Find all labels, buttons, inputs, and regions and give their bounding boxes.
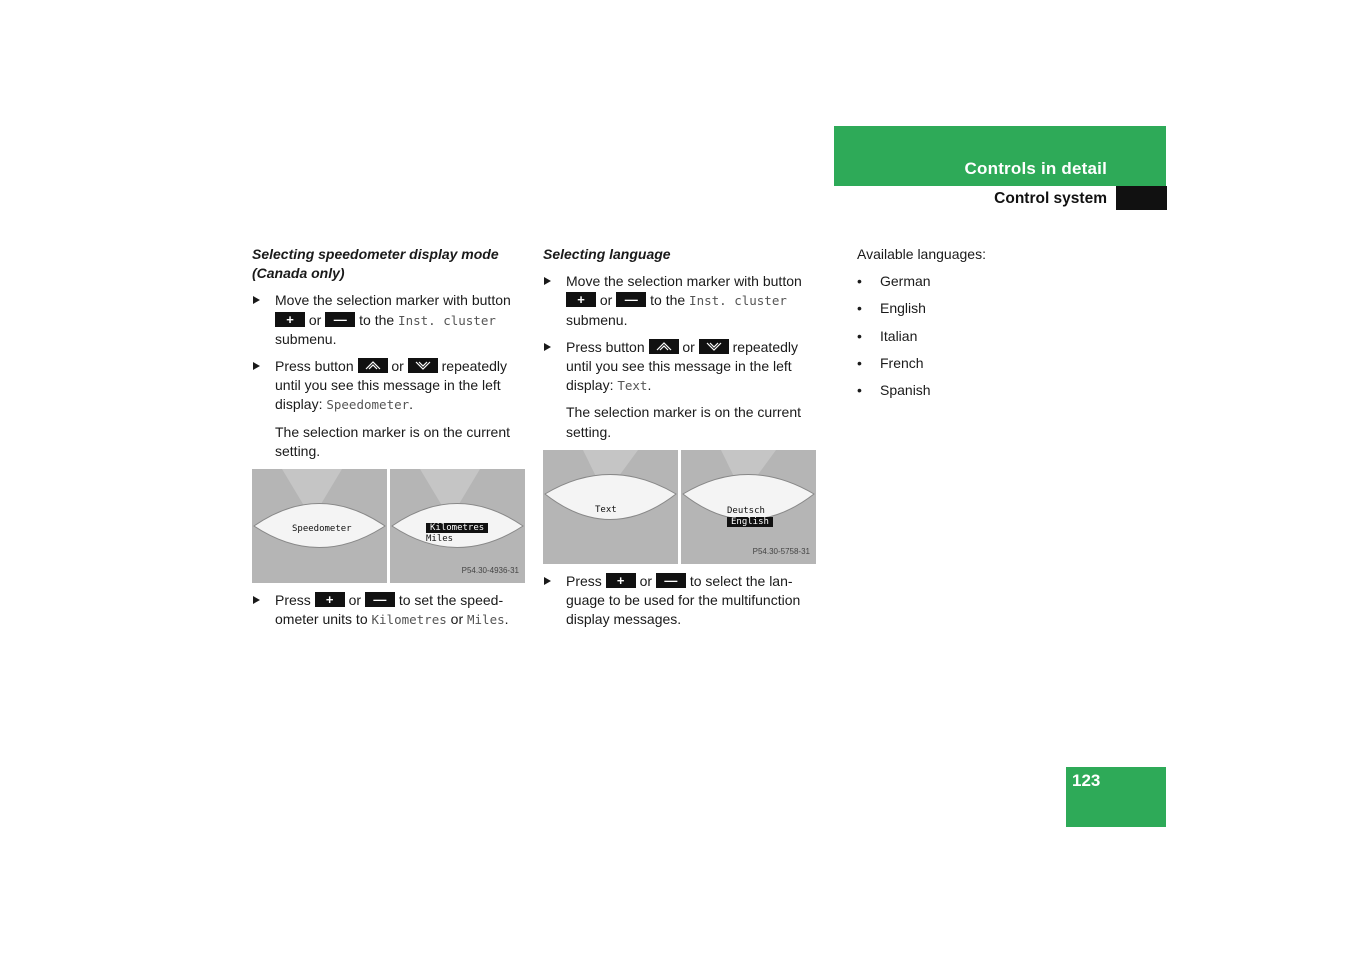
display-option-kilometres: Kilometres — [426, 519, 488, 538]
note-selection-marker: The selection marker is on the current setting. — [275, 423, 510, 459]
up-arrow-button-icon — [358, 358, 388, 373]
display-panel-right — [681, 450, 816, 564]
display-panel-left — [543, 450, 678, 564]
plus-button-icon: + — [315, 592, 345, 607]
figure-ref: P54.30-5758-31 — [752, 546, 810, 556]
list-item: • German — [857, 272, 1057, 291]
step-move-marker: Move the selection marker with button + or — to the Inst. cluster submenu. — [252, 291, 527, 349]
languages-list — [857, 272, 1057, 400]
figure-ref: P54.30-4936-31 — [461, 565, 519, 575]
display-option-deutsch: Deutsch — [727, 505, 765, 516]
code-inst-cluster: Inst. cluster — [689, 293, 787, 309]
code-text: Text — [617, 378, 648, 394]
column-language — [543, 245, 818, 637]
note-selection-marker: The selection marker is on the current setting. — [566, 404, 801, 440]
heading-language: Selecting language — [543, 246, 671, 262]
code-kilometres: Kilometres — [371, 612, 447, 628]
plus-button-icon: + — [275, 312, 305, 327]
figure-language-display — [543, 450, 816, 564]
minus-button-icon: — — [325, 312, 355, 327]
step-select-language: Press + or — to select the lan-guage to be used for the multifunction display messages. — [543, 572, 818, 630]
page-number: 123 — [1072, 771, 1101, 790]
heading-speedometer: Selecting speedometer display mode (Canada only) — [252, 246, 499, 282]
down-arrow-button-icon — [699, 339, 729, 354]
figure-speedometer-display — [252, 469, 525, 583]
languages-intro: Available languages: — [857, 246, 986, 262]
list-item: • Italian — [857, 327, 1057, 346]
code-speedometer: Speedometer — [326, 397, 410, 413]
display-text-speedometer: Speedometer — [292, 524, 352, 535]
down-arrow-button-icon — [408, 358, 438, 373]
section-subtitle: Control system — [994, 190, 1107, 207]
step-move-marker: Move the selection marker with button + or — to the Inst. cluster submenu. — [543, 272, 818, 330]
display-option-english: English — [727, 513, 773, 532]
list-item: • French — [857, 354, 1057, 373]
step-press-arrows: Press button or repeatedly until you see this message in the left display: Text. — [543, 338, 818, 396]
display-text-text: Text — [595, 504, 617, 515]
step-set-units: Press + or — to set the speed-ometer units to Kilometres or Miles. — [252, 591, 527, 629]
display-option-miles: Miles — [426, 534, 454, 545]
list-item: • English — [857, 299, 1057, 318]
header-black-tab — [1116, 186, 1167, 210]
minus-button-icon: — — [365, 592, 395, 607]
up-arrow-button-icon — [649, 339, 679, 354]
code-inst-cluster: Inst. cluster — [398, 312, 496, 328]
display-panel-right — [390, 469, 525, 583]
minus-button-icon: — — [616, 292, 646, 307]
list-item: • Spanish — [857, 381, 1057, 400]
code-miles: Miles — [467, 612, 505, 628]
minus-button-icon: — — [656, 573, 686, 588]
plus-button-icon: + — [606, 573, 636, 588]
section-title: Controls in detail — [964, 159, 1107, 178]
column-speedometer — [252, 245, 527, 637]
column-available-languages — [857, 245, 1057, 408]
step-press-arrows: Press button or repeatedly until you see this message in the left display: Speedometer. — [252, 357, 527, 415]
plus-button-icon: + — [566, 292, 596, 307]
display-panel-left — [252, 469, 387, 583]
